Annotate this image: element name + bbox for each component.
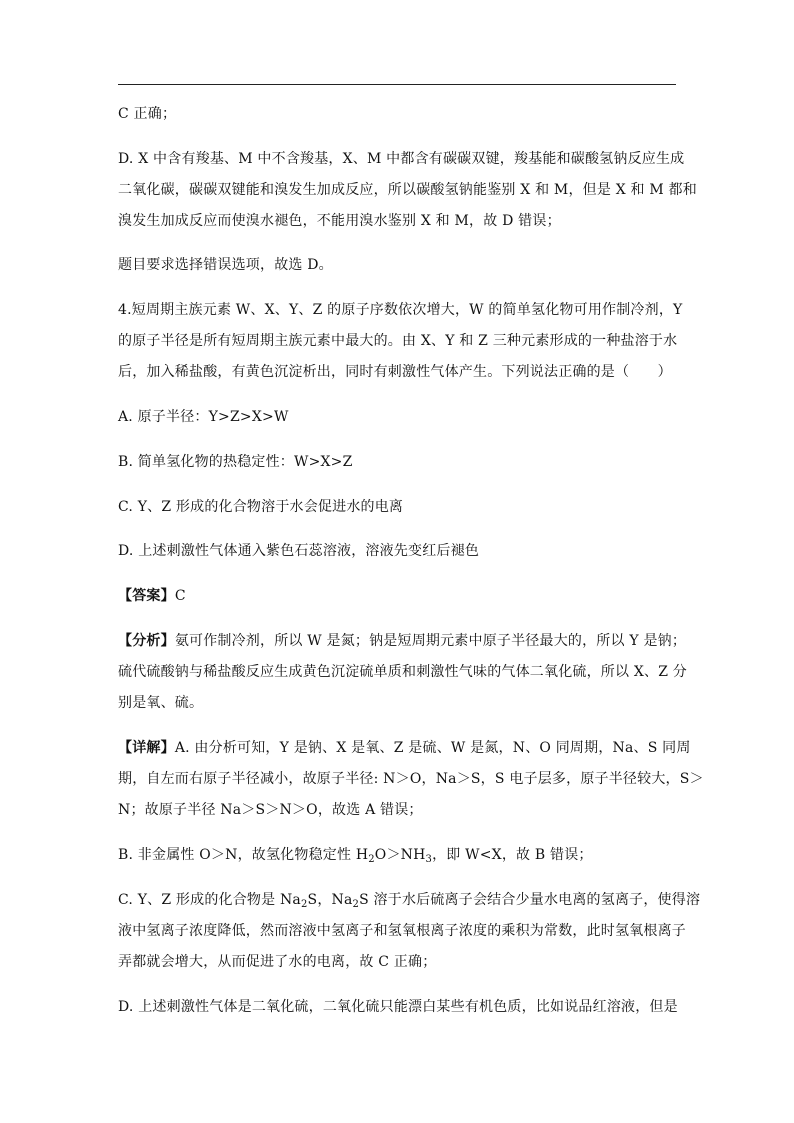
option-c: C. Y、Z 形成的化合物溶于水会促进水的电离 [118, 499, 404, 515]
question-stem-line: 后，加入稀盐酸，有黄色沉淀析出，同时有刺激性气体产生。下列说法正确的是（ ） [118, 364, 672, 380]
answer-label: 【答案】 [118, 588, 175, 604]
option-d: D. 上述刺激性气体通入紫色石蕊溶液，溶液先变红后褪色 [118, 543, 480, 559]
detail-d-line: D. 上述刺激性气体是二氧化硫，二氧化硫只能漂白某些有机色质，比如说品红溶液，但是 [118, 999, 678, 1015]
text-line: D. X 中含有羧基、M 中不含羧基，X、M 中都含有碳碳双键，羧基能和碳酸氢钠反应生成 [118, 151, 685, 167]
text-line: 题目要求选择错误选项，故选 D。 [118, 257, 333, 273]
subscript: 2 [352, 899, 360, 910]
text-line: 二氧化碳，碳碳双键能和溴发生加成反应，所以碳酸氢钠能鉴别 X 和 M，但是 X 和 M 都和 [118, 182, 697, 198]
detail-line: N；故原子半径 Na＞S＞N＞O，故选 A 错误； [118, 802, 423, 818]
detail-line: 期，自左而右原子半径减小，故原子半径: N＞O，Na＞S，S 电子层多，原子半径较大，S＞ [118, 771, 704, 787]
subscript: 3 [425, 854, 433, 865]
detail-c-text: S，Na [307, 892, 353, 908]
option-a: A. 原子半径：Y>Z>X>W [118, 409, 289, 425]
detail-b-text: O＞NH [374, 847, 426, 863]
subscript: 2 [368, 854, 375, 865]
analysis-text: 氨可作制冷剂，所以 W 是氮；钠是短周期元素中原子半径最大的，所以 Y 是钠； [174, 633, 687, 649]
detail-c-text: C. Y、Z 形成的化合物是 Na [118, 892, 301, 908]
detail-b-text: ，即 W<X，故 B 错误； [432, 847, 593, 863]
text-line: C 正确； [118, 106, 177, 122]
header-rule [118, 84, 676, 85]
answer-value: C [174, 588, 186, 604]
analysis-line [118, 633, 686, 649]
detail-b-text: B. 非金属性 O＞N，故氢化物稳定性 H [118, 847, 369, 863]
detail-c-line: 液中氢离子浓度降低，然而溶液中氢离子和氢氧根离子浓度的乘积为常数，此时氢氧根离子 [118, 923, 686, 939]
detail-line [118, 740, 691, 756]
detail-label: 【详解】 [118, 740, 175, 756]
detail-c-line [118, 892, 700, 908]
answer-line [118, 588, 186, 604]
detail-b-line [118, 847, 593, 863]
subscript: 2 [300, 899, 308, 910]
analysis-label: 【分析】 [118, 633, 175, 649]
detail-text: A. 由分析可知，Y 是钠、X 是氧、Z 是硫、W 是氮，N、O 同周期，Na、S 同周 [174, 740, 691, 756]
question-stem-line: 4.短周期主族元素 W、X、Y、Z 的原子序数依次增大，W 的简单氢化物可用作制冷剂，Y [118, 302, 683, 318]
option-b: B. 简单氢化物的热稳定性：W>X>Z [118, 454, 353, 470]
question-stem-line: 的原子半径是所有短周期主族元素中最大的。由 X、Y 和 Z 三种元素形成的一种盐溶于水 [118, 333, 678, 349]
analysis-line: 别是氧、硫。 [118, 695, 204, 711]
detail-c-text: S 溶于水后硫离子会结合少量水电离的氢离子，使得溶 [359, 892, 701, 908]
text-line: 溴发生加成反应而使溴水褪色，不能用溴水鉴别 X 和 M，故 D 错误； [118, 213, 561, 229]
analysis-line: 硫代硫酸钠与稀盐酸反应生成黄色沉淀硫单质和刺激性气味的气体二氧化硫，所以 X、Z 分 [118, 664, 687, 680]
detail-c-line: 弄都就会增大，从而促进了水的电离，故 C 正确； [118, 954, 437, 970]
